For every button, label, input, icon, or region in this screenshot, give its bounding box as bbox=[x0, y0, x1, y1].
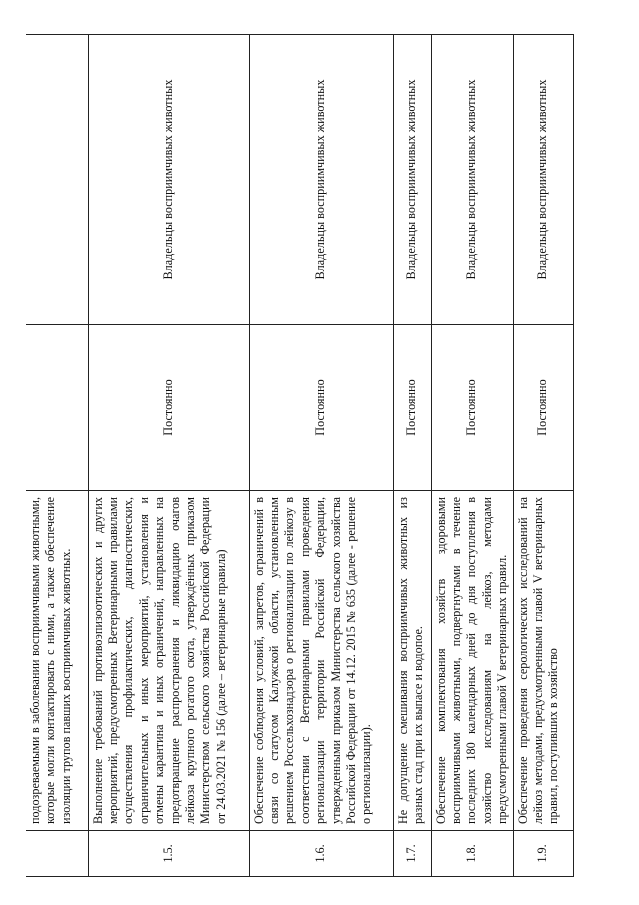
table-row bbox=[431, 35, 513, 877]
measure-responsible: Владельцы восприимчивых животных bbox=[88, 35, 249, 325]
measure-term: Постоянно bbox=[513, 325, 573, 491]
table-row bbox=[249, 35, 393, 877]
measure-description: подозреваемыми в заболевании восприимчивыми животными, которые могли контактировать с ними, а также обеспечение изоляции трупов павших восприимчивых животных. bbox=[26, 491, 88, 831]
measure-term: Постоянно bbox=[88, 325, 249, 491]
measure-description: Не допущение смешивания восприимчивых животных из разных стад при их выпасе и водопое. bbox=[393, 491, 431, 831]
row-number: 1.8. bbox=[431, 831, 513, 877]
measure-responsible: Владельцы восприимчивых животных bbox=[513, 35, 573, 325]
measure-description: Выполнение требований противоэпизоотических и других мероприятий, предусмотренных Ветеринарными правилами осуществления профилактических, диагностических, ограничительных и иных мероприятий, установления и отмены карантина и иных ограничений, направленных на предотвращение распространения и ликвидацию очагов лейкоза крупного рогатого скота, утверждённых приказом Министерством сельского хозяйства Российской Федерации от 24.03.2021 № 156 (далее – ветеринарные правила) bbox=[88, 491, 249, 831]
measure-description: Обеспечение комплектования хозяйств здоровыми восприимчивыми животными, подвергнутыми в течение последних 180 календарных дней до дня поступления в хозяйство исследованиям на лейкоз, методами предусмотренными главой V ветеринарных правил. bbox=[431, 491, 513, 831]
measure-description: Обеспечение проведения серологических исследований на лейкоз методами, предусмотренными главой V ветеринарных правил, поступивших в хозяйство bbox=[513, 491, 573, 831]
table-row bbox=[393, 35, 431, 877]
measure-responsible bbox=[26, 35, 88, 325]
measures-table bbox=[26, 34, 574, 877]
table-row bbox=[88, 35, 249, 877]
row-number: 1.6. bbox=[249, 831, 393, 877]
measure-term: Постоянно bbox=[249, 325, 393, 491]
measure-responsible: Владельцы восприимчивых животных bbox=[393, 35, 431, 325]
row-number: 1.9. bbox=[513, 831, 573, 877]
table-row bbox=[513, 35, 573, 877]
row-number bbox=[26, 831, 88, 877]
measure-term: Постоянно bbox=[393, 325, 431, 491]
measure-responsible: Владельцы восприимчивых животных bbox=[249, 35, 393, 325]
measure-description: Обеспечение соблюдения условий, запретов, ограничений в связи со статусом Калужской области, установленным решением Россельхознадзора о регионализации по лейкозу в соответствии с Ветеринарными правилами проведения регионализации территории Российской Федерации, утвержденными приказом Министерства сельского хозяйства Российской Федерации от 14.12. 2015 № 635 (далее - решение о регионализации). bbox=[249, 491, 393, 831]
measure-term: Постоянно bbox=[431, 325, 513, 491]
measure-responsible: Владельцы восприимчивых животных bbox=[431, 35, 513, 325]
row-number: 1.7. bbox=[393, 831, 431, 877]
row-number: 1.5. bbox=[88, 831, 249, 877]
table-row bbox=[26, 35, 88, 877]
measure-term bbox=[26, 325, 88, 491]
